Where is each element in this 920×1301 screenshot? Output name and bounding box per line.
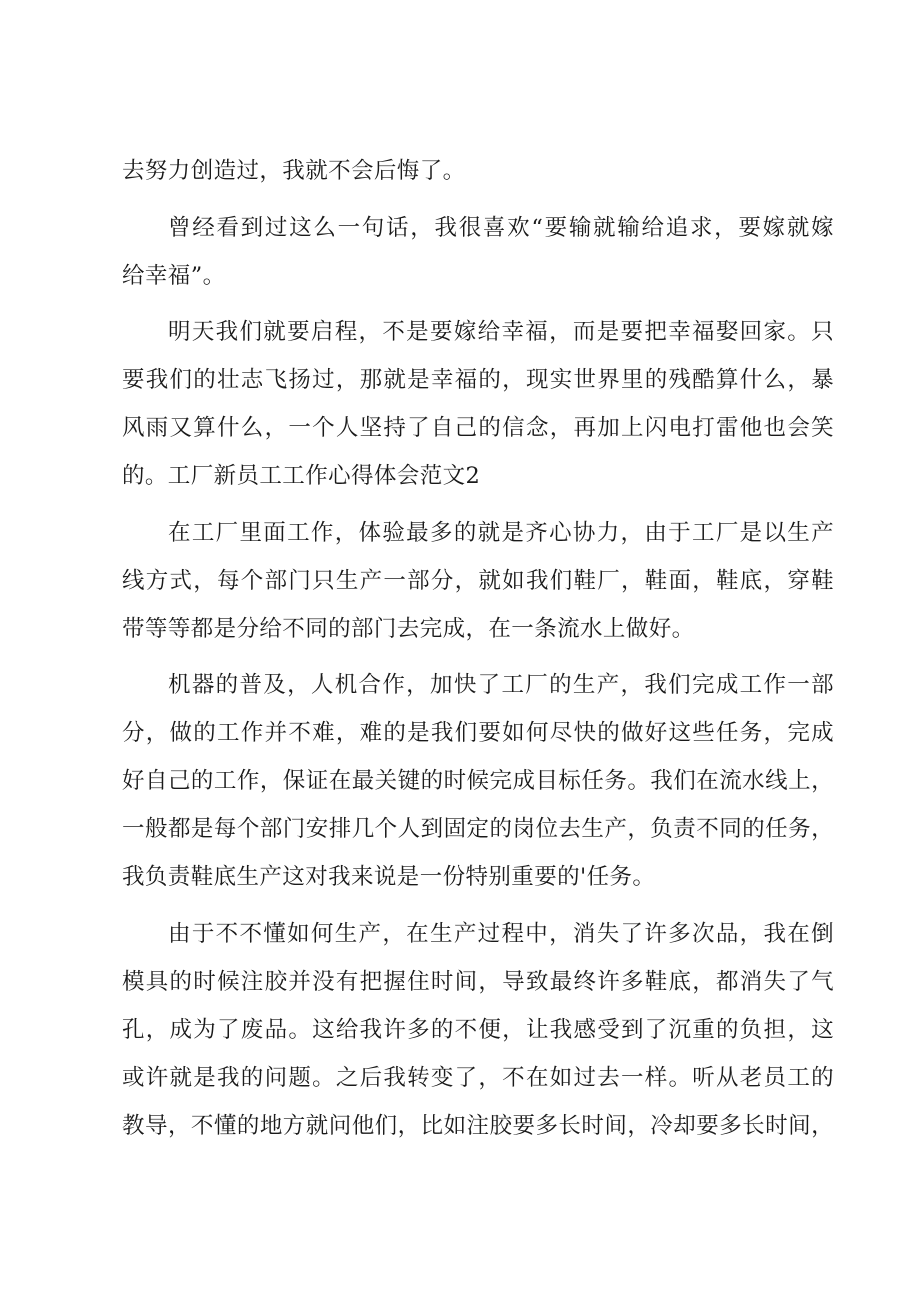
section-heading-line: 的。工厂新员工工作心得体会范文2: [122, 463, 481, 489]
text-line: 或许就是我的问题。之后我转变了，不在如过去一样。听从老员工的: [122, 1064, 834, 1091]
text-line: 一般都是每个部门安排几个人到固定的岗位去生产，负责不同的任务，: [122, 816, 834, 842]
text-line: 明天我们就要启程，不是要嫁给幸福，而是要把幸福娶回家。只: [168, 319, 834, 345]
text-line: 好自己的工作，保证在最关键的时候完成目标任务。我们在流水线上，: [122, 768, 834, 794]
text-line: 曾经看到过这么一句话，我很喜欢“要输就输给追求，要嫁就嫁: [168, 214, 834, 241]
paragraph-6: [122, 910, 834, 1150]
text-line: 我负责鞋底生产这对我来说是一份特别重要的'任务。: [122, 864, 656, 890]
paragraph-4: [122, 509, 834, 653]
text-line: 由于不不懂如何生产，在生产过程中，消失了许多次品，我在倒: [168, 920, 834, 947]
paragraph-3: [122, 308, 834, 500]
text-line: 去努力创造过，我就不会后悔了。: [122, 158, 466, 184]
paragraph-5: [122, 661, 834, 901]
paragraph-2: [122, 204, 834, 300]
text-line: 线方式，每个部门只生产一部分，就如我们鞋厂，鞋面，鞋底，穿鞋: [122, 567, 834, 594]
text-line: 在工厂里面工作，体验最多的就是齐心协力，由于工厂是以生产: [168, 519, 834, 546]
text-line: 机器的普及，人机合作，加快了工厂的生产，我们完成工作一部: [168, 672, 834, 698]
text-line: 分，做的工作并不难，难的是我们要如何尽快的做好这些任务，完成: [122, 720, 834, 746]
text-line: 模具的时候注胶并没有把握住时间，导致最终许多鞋底，都消失了气: [122, 968, 834, 995]
paragraph-1: [122, 147, 834, 195]
text-line: 给幸福”。: [122, 262, 226, 289]
text-line: 要我们的壮志飞扬过，那就是幸福的，现实世界里的残酷算什么，暴: [122, 367, 834, 393]
text-line: 孔，成为了废品。这给我许多的不便，让我感受到了沉重的负担，这: [122, 1016, 834, 1043]
text-line: 教导，不懂的地方就问他们，比如注胶要多长时间，冷却要多长时间，: [122, 1112, 834, 1139]
text-line: 带等等都是分给不同的部门去完成，在一条流水上做好。: [122, 615, 695, 642]
text-line: 风雨又算什么，一个人坚持了自己的信念，再加上闪电打雷他也会笑: [122, 415, 834, 441]
article-body: [122, 147, 834, 1150]
